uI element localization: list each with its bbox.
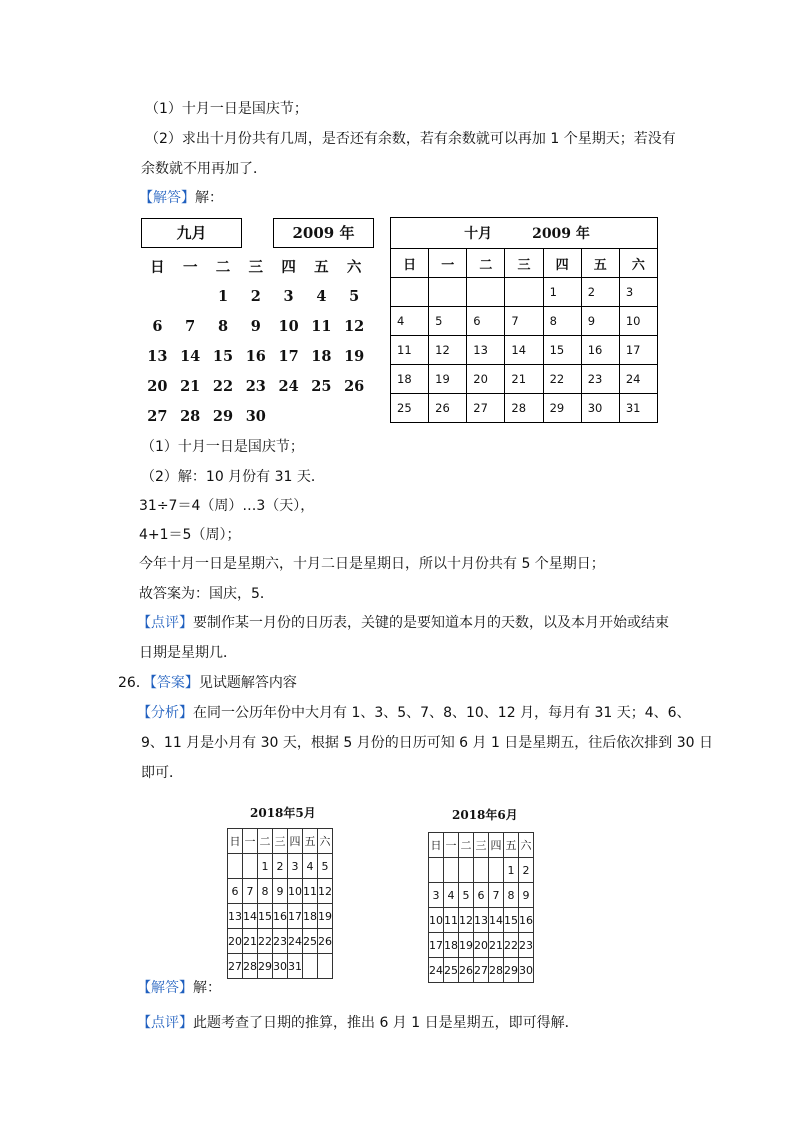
day-cell: 26 [459,958,474,983]
day-cell: 6 [228,879,243,904]
day-cell: 12 [344,317,365,335]
comment-tag-2: 【点评】 [137,1015,193,1031]
weekday-label: 三 [248,258,264,276]
day-cell: 5 [429,307,467,336]
day-cell: 2 [519,858,534,883]
answer-heading [139,188,223,208]
weekday-header-row [228,829,333,854]
week-row [391,336,658,365]
day-cell: 27 [467,394,505,423]
day-cell: 17 [619,336,657,365]
day-cell [505,278,543,307]
day-cell: 22 [212,377,234,395]
september-calendar-grid [141,251,371,431]
day-cell: 22 [504,933,519,958]
weekday-label: 三 [273,829,288,854]
day-cell: 24 [288,929,303,954]
weekday-label: 六 [346,258,362,276]
line-1: （1）十月一日是国庆节； [145,101,308,117]
weekday-label: 五 [581,249,619,278]
week-row [228,929,333,954]
day-cell: 16 [273,904,288,929]
day-cell: 23 [581,365,619,394]
day-cell: 17 [278,347,299,365]
weekday-label: 四 [288,829,303,854]
comment-line-1 [137,613,669,633]
week-row [391,365,658,394]
weekday-label: 日 [391,249,429,278]
day-cell: 5 [459,883,474,908]
day-cell: 4 [444,883,459,908]
day-cell: 14 [505,336,543,365]
day-cell: 25 [303,929,318,954]
sep-week-row [141,311,371,341]
sep-weekday-row [141,251,371,281]
day-cell: 10 [619,307,657,336]
weekday-label: 六 [519,833,534,858]
day-cell: 9 [519,883,534,908]
day-cell: 9 [273,879,288,904]
weekday-label: 一 [182,258,198,276]
day-cell: 11 [311,317,332,335]
sep-week-row [141,341,371,371]
day-cell: 11 [303,879,318,904]
weekday-label: 四 [489,833,504,858]
day-cell: 2 [250,287,261,305]
weekday-label: 五 [504,833,519,858]
day-cell: 13 [474,908,489,933]
sep-week-row [141,371,371,401]
answer-text-2: 解： [193,980,221,996]
weekday-label: 日 [429,833,444,858]
day-cell: 14 [180,347,201,365]
weekday-label: 二 [459,833,474,858]
day-cell: 18 [303,904,318,929]
october-title-month: 十月 [464,226,493,242]
day-cell: 26 [344,377,365,395]
comment-line-2 [137,1013,579,1033]
day-cell: 10 [429,908,444,933]
day-cell: 6 [467,307,505,336]
weekday-label: 一 [429,249,467,278]
weekday-label: 一 [243,829,258,854]
weekday-label: 四 [281,258,296,276]
day-cell: 21 [180,377,201,395]
day-cell: 24 [278,377,299,395]
day-cell: 8 [217,317,229,335]
day-cell: 26 [318,929,333,954]
day-cell: 3 [429,883,444,908]
comment-text-2: 此题考查了日期的推算，推出 6 月 1 日是星期五，即可得解． [193,1015,579,1031]
sep-week-row [141,401,371,431]
day-cell: 23 [273,929,288,954]
day-cell: 30 [519,958,534,983]
weekday-label: 四 [543,249,581,278]
day-cell: 22 [258,929,273,954]
question-26-answer [118,673,297,693]
june-calendar-title: 2018年6月 [452,808,518,822]
line-5: （1）十月一日是国庆节； [141,439,304,455]
day-cell: 30 [245,407,266,425]
line-3: 余数就不用再加了． [141,161,267,177]
week-row [429,933,534,958]
day-cell: 15 [543,336,581,365]
day-cell: 7 [185,317,196,335]
day-cell: 10 [288,879,303,904]
weekday-label: 六 [619,249,657,278]
day-cell: 29 [504,958,519,983]
comment-tag: 【点评】 [137,615,193,631]
day-cell: 25 [444,958,459,983]
day-cell: 20 [228,929,243,954]
day-cell: 14 [489,908,504,933]
october-title-year: 2009 年 [532,226,590,242]
day-cell: 3 [619,278,657,307]
day-cell: 22 [543,365,581,394]
day-cell: 11 [391,336,429,365]
day-cell [318,954,333,979]
day-cell: 23 [245,377,266,395]
answer-tag: 【解答】 [139,190,195,206]
day-cell: 7 [489,883,504,908]
day-cell: 15 [504,908,519,933]
day-cell: 20 [147,377,168,395]
day-cell: 11 [444,908,459,933]
weekday-label: 三 [505,249,543,278]
day-cell [391,278,429,307]
day-cell [228,854,243,879]
answer-label-text: 见试题解答内容 [198,675,297,691]
week-row [391,394,658,423]
day-cell: 3 [288,854,303,879]
week-row [228,904,333,929]
day-cell: 7 [505,307,543,336]
may-calendar-table [227,828,333,979]
answer-tag-2: 【解答】 [137,980,193,996]
day-cell: 29 [258,954,273,979]
day-cell: 3 [283,287,294,305]
answer-label-tag: 【答案】 [149,675,199,691]
line-10: 故答案为：国庆，5． [139,586,274,602]
weekday-label: 日 [150,258,165,276]
week-row [228,954,333,979]
week-row [429,883,534,908]
line-12: 日期是星期几． [139,645,237,661]
day-cell: 13 [228,904,243,929]
day-cell [243,854,258,879]
day-cell: 1 [217,287,229,305]
day-cell [429,278,467,307]
question-number: 26． [118,675,150,691]
day-cell [459,858,474,883]
weekday-label: 二 [467,249,505,278]
week-row [429,858,534,883]
day-cell: 8 [258,879,273,904]
week-row [391,278,658,307]
analysis-line-3: 即可． [141,765,183,781]
day-cell: 28 [243,954,258,979]
line-6: （2）解：10 月份有 31 天． [141,469,325,485]
day-cell: 6 [474,883,489,908]
day-cell: 21 [243,929,258,954]
analysis-line-1 [137,703,691,723]
day-cell: 19 [318,904,333,929]
day-cell: 28 [505,394,543,423]
weekday-label: 一 [444,833,459,858]
day-cell: 13 [147,347,168,365]
day-cell: 25 [391,394,429,423]
september-year-box: 2009 年 [273,218,374,248]
day-cell: 12 [459,908,474,933]
week-row [429,908,534,933]
day-cell: 26 [429,394,467,423]
week-row [228,879,333,904]
day-cell [467,278,505,307]
answer-text: 解： [195,190,223,206]
day-cell: 27 [228,954,243,979]
day-cell [489,858,504,883]
weekday-label: 二 [215,258,231,276]
day-cell: 29 [212,407,234,425]
line-9: 今年十月一日是星期六，十月二日是星期日，所以十月份共有 5 个星期日； [139,556,605,572]
analysis-tag: 【分析】 [137,705,193,721]
day-cell: 21 [489,933,504,958]
day-cell: 18 [444,933,459,958]
day-cell [303,954,318,979]
weekday-label: 五 [314,258,329,276]
day-cell: 4 [303,854,318,879]
day-cell: 4 [391,307,429,336]
day-cell: 13 [467,336,505,365]
day-cell: 20 [467,365,505,394]
day-cell: 18 [311,347,332,365]
analysis-text: 在同一公历年份中大月有 1、3、5、7、8、10、12 月，每月有 31 天；4、6、 [193,705,691,721]
september-month-box: 九月 [141,218,242,248]
week-row [228,854,333,879]
day-cell: 20 [474,933,489,958]
day-cell [444,858,459,883]
day-cell: 30 [273,954,288,979]
day-cell: 4 [316,287,327,305]
week-row [391,307,658,336]
june-calendar-table [428,832,534,983]
day-cell: 5 [349,287,360,305]
day-cell: 12 [318,879,333,904]
weekday-label: 三 [474,833,489,858]
day-cell: 29 [543,394,581,423]
line-2: （2）求出十月份共有几周，是否还有余数，若有余数就可以再加 1 个星期天；若没有 [145,131,676,147]
october-calendar-table [390,217,658,423]
october-calendar-title [391,218,658,249]
line-8: 4+1＝5（周）； [139,527,241,543]
day-cell: 8 [543,307,581,336]
day-cell: 28 [180,407,201,425]
day-cell: 8 [504,883,519,908]
comment-text: 要制作某一月份的日历表，关键的是要知道本月的天数，以及本月开始或结束 [193,615,669,631]
day-cell: 16 [519,908,534,933]
day-cell: 2 [581,278,619,307]
day-cell: 30 [581,394,619,423]
day-cell: 24 [429,958,444,983]
answer-heading-2 [137,978,221,998]
day-cell: 25 [311,377,332,395]
day-cell: 1 [504,858,519,883]
weekday-label: 六 [318,829,333,854]
day-cell: 19 [429,365,467,394]
line-7: 31÷7＝4（周）…3（天）， [139,498,315,514]
day-cell [474,858,489,883]
may-calendar-title: 2018年5月 [250,806,316,820]
day-cell: 6 [152,317,163,335]
day-cell: 17 [288,904,303,929]
day-cell: 31 [619,394,657,423]
day-cell: 18 [391,365,429,394]
day-cell: 27 [474,958,489,983]
day-cell: 15 [212,347,234,365]
day-cell: 1 [258,854,273,879]
day-cell: 14 [243,904,258,929]
weekday-header-row [429,833,534,858]
day-cell: 27 [147,407,168,425]
day-cell: 19 [344,347,365,365]
day-cell: 28 [489,958,504,983]
day-cell: 23 [519,933,534,958]
sep-week-row [141,281,371,311]
weekday-label: 五 [303,829,318,854]
day-cell: 15 [258,904,273,929]
weekday-label: 二 [258,829,273,854]
day-cell: 9 [581,307,619,336]
day-cell: 12 [429,336,467,365]
day-cell: 17 [429,933,444,958]
day-cell: 2 [273,854,288,879]
day-cell: 16 [581,336,619,365]
day-cell: 16 [245,347,266,365]
day-cell: 5 [318,854,333,879]
day-cell: 1 [543,278,581,307]
day-cell: 10 [278,317,299,335]
day-cell: 9 [250,317,261,335]
analysis-line-2: 9、11 月是小月有 30 天，根据 5 月份的日历可知 6 月 1 日是星期五，往后依次排到 30 日 [141,735,714,751]
week-row [429,958,534,983]
day-cell: 19 [459,933,474,958]
day-cell: 21 [505,365,543,394]
weekday-label: 日 [228,829,243,854]
day-cell [429,858,444,883]
day-cell: 7 [243,879,258,904]
weekday-header-row [391,249,658,278]
day-cell: 31 [288,954,303,979]
day-cell: 24 [619,365,657,394]
